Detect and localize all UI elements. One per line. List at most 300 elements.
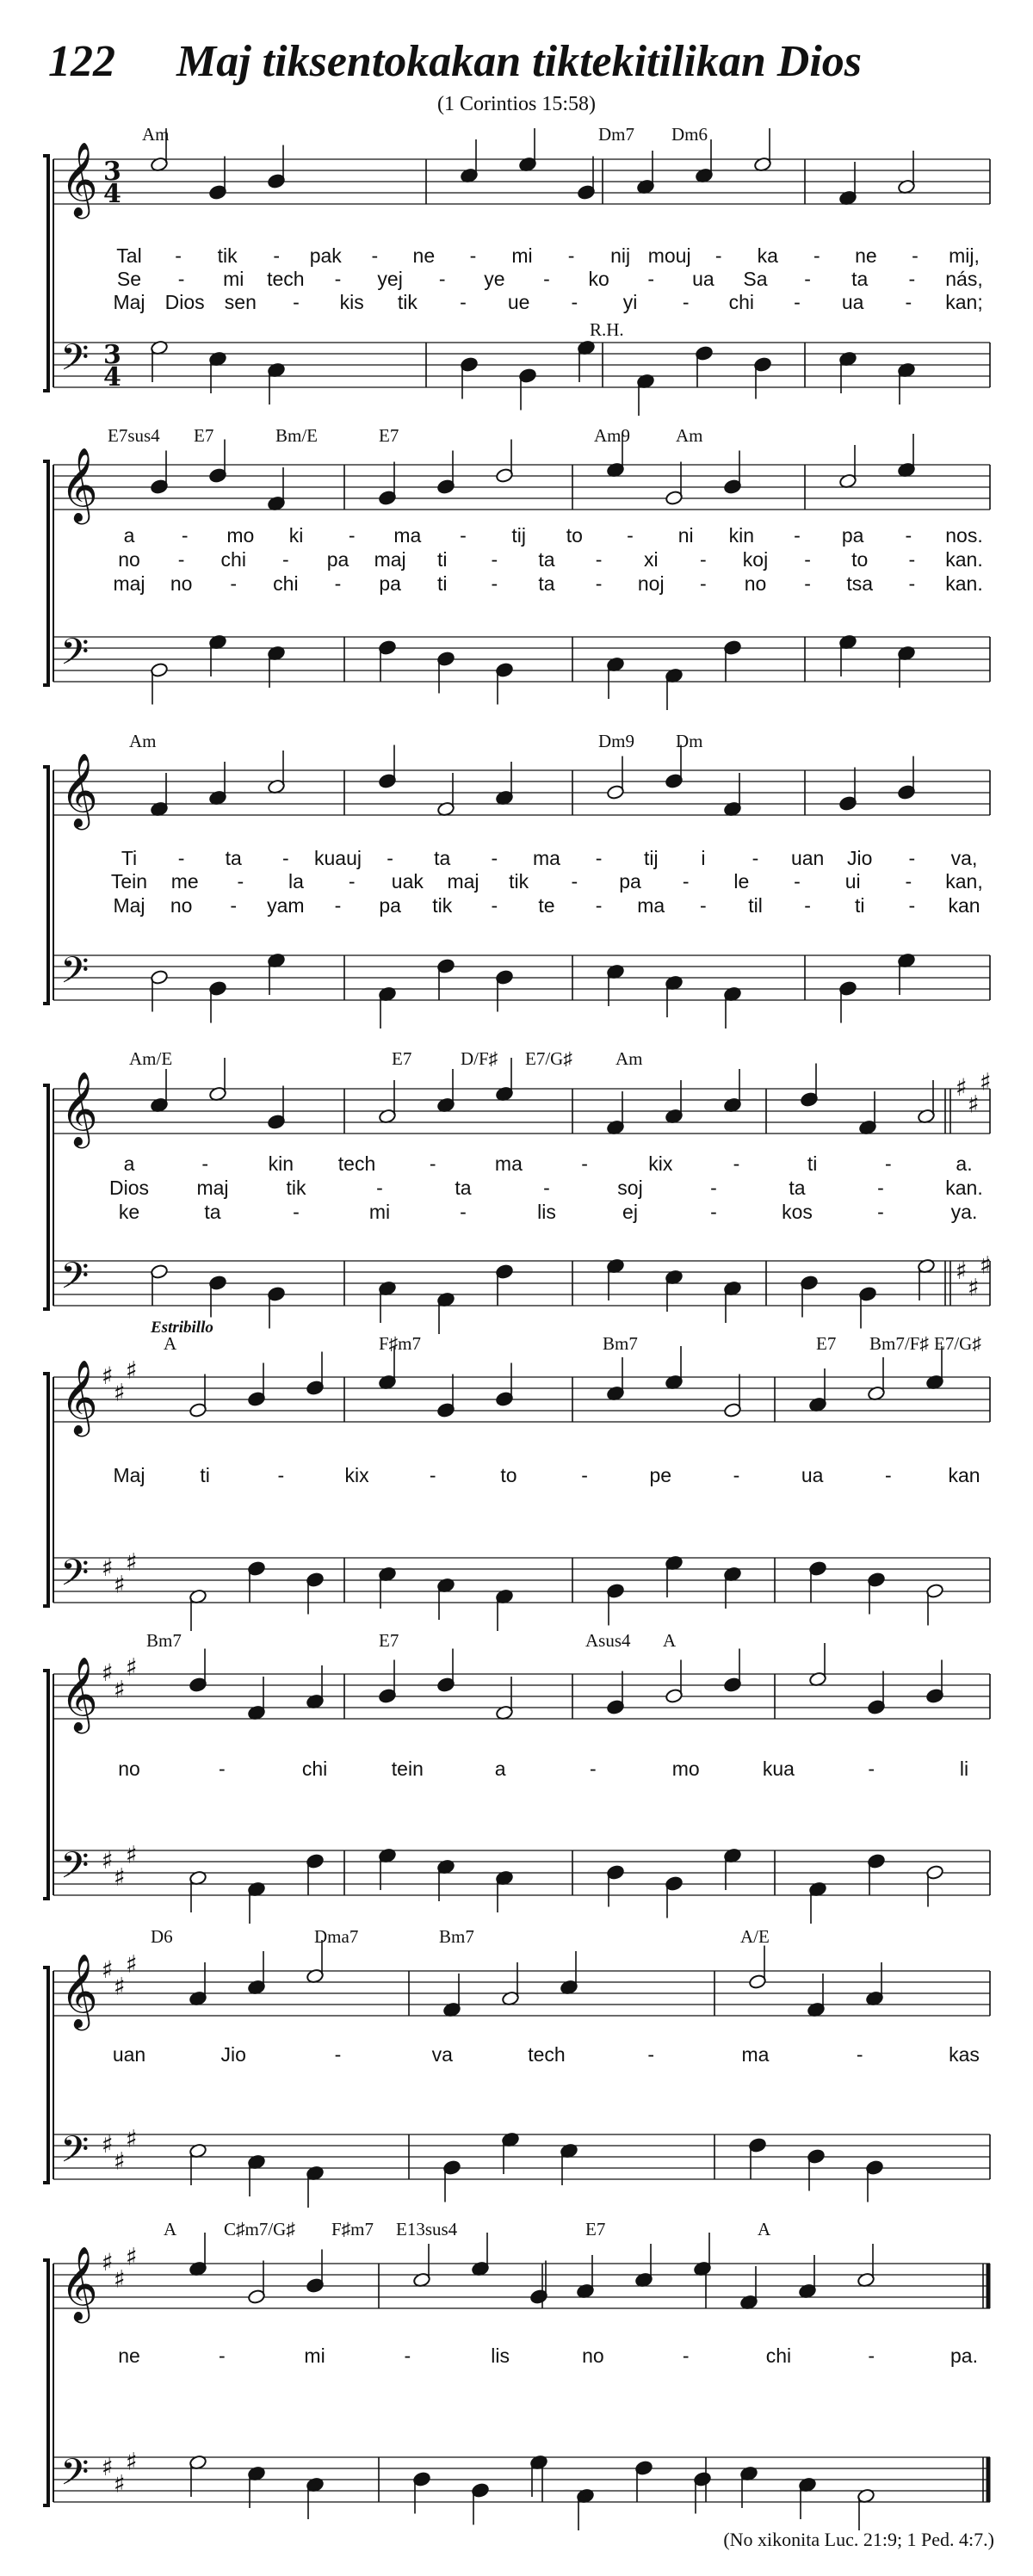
treble-clef-icon: 𝄞	[60, 1657, 98, 1731]
lyric-syllable: kua	[762, 1757, 795, 1780]
lyric-syllable: chi	[273, 572, 299, 595]
system-bracket	[43, 1968, 48, 2183]
lyric-hyphen: -	[813, 244, 820, 267]
chord-symbol: F♯m7	[379, 1333, 422, 1354]
lyric-syllable: kix	[648, 1152, 673, 1175]
lyric-syllable: ne	[118, 2344, 140, 2367]
lyric-syllable: kan	[948, 894, 980, 917]
key-sharp-icon: ♯	[126, 2447, 138, 2476]
lyric-syllable: chi	[728, 291, 755, 313]
lyric-hyphen: -	[700, 548, 707, 571]
lyric-hyphen: -	[404, 2344, 411, 2367]
lyric-syllable: ma	[393, 524, 422, 547]
lyric-syllable: li	[959, 1757, 969, 1780]
lyric-syllable: no	[170, 572, 193, 595]
lyric-syllable: maj	[374, 548, 406, 571]
lyric-syllable: tech	[337, 1152, 376, 1175]
lyric-hyphen: -	[177, 268, 185, 290]
lyric-syllable: tik	[509, 870, 529, 893]
lyric-hyphen: -	[543, 1177, 550, 1199]
chord-symbol: A	[164, 2219, 177, 2239]
lyric-syllable: Sa	[743, 268, 768, 290]
chord-symbol: A	[758, 2219, 771, 2239]
lyric-syllable: ta	[204, 1201, 221, 1223]
system-bracket	[43, 156, 48, 391]
lyric-syllable: Maj	[113, 291, 145, 313]
lyric-syllable: maj	[113, 572, 145, 595]
lyric-hyphen: -	[752, 847, 759, 869]
lyric-hyphen: -	[334, 268, 342, 290]
lyric-syllable: a	[123, 524, 135, 547]
lyric-syllable: no	[118, 1757, 140, 1780]
chord-symbol: Bm7	[603, 1333, 638, 1354]
lyric-syllable: pa.	[950, 2344, 978, 2367]
key-sharp-icon: ♯	[102, 1659, 114, 1687]
system-bracket	[43, 767, 48, 1004]
key-sharp-icon: ♯	[126, 1840, 138, 1869]
lyric-syllable: tik	[286, 1177, 306, 1199]
lyric-syllable: uan	[790, 847, 825, 869]
lyric-syllable: tein	[391, 1757, 424, 1780]
chord-symbol: E7sus4	[108, 425, 160, 446]
chord-symbol: Dma7	[314, 1926, 359, 1947]
key-sharp-icon: ♯	[102, 1554, 114, 1582]
lyric-hyphen: -	[804, 894, 811, 917]
lyric-hyphen: -	[181, 524, 189, 547]
lyric-hyphen: -	[293, 1201, 300, 1223]
chord-symbol: E7	[194, 425, 214, 446]
lyric-syllable: Se	[116, 268, 142, 290]
lyric-syllable: tik	[397, 291, 418, 313]
hymn-number: 122	[48, 37, 115, 86]
lyric-hyphen: -	[429, 1152, 436, 1175]
bass-clef-icon: 𝄢	[60, 949, 90, 1001]
chord-symbol: C♯m7/G♯	[224, 2219, 295, 2239]
lyric-syllable: ta	[434, 847, 451, 869]
bass-clef-icon: 𝄢	[60, 2128, 90, 2180]
key-change-sharp-icon: ♯	[980, 1251, 992, 1280]
lyric-syllable: Ti	[121, 847, 138, 869]
lyric-hyphen: -	[905, 870, 912, 893]
lyric-syllable: a	[494, 1757, 506, 1780]
lyric-syllable: ta	[851, 268, 869, 290]
key-change-sharp-icon: ♯	[968, 1090, 980, 1119]
chord-symbol: F♯m7	[331, 2219, 374, 2239]
lyric-hyphen: -	[429, 1464, 436, 1486]
lyric-hyphen: -	[905, 291, 912, 313]
lyric-syllable: kan.	[945, 572, 983, 595]
lyric-hyphen: -	[868, 1757, 875, 1780]
lyric-syllable: ni	[677, 524, 694, 547]
lyric-hyphen: -	[682, 291, 690, 313]
lyric-syllable: mi	[304, 2344, 325, 2367]
lyric-hyphen: -	[710, 1177, 717, 1199]
lyric-hyphen: -	[491, 548, 498, 571]
lyric-syllable: ma	[741, 2043, 770, 2066]
lyric-hyphen: -	[175, 244, 182, 267]
lyric-syllable: ti	[200, 1464, 210, 1486]
lyric-syllable: ne	[855, 244, 877, 267]
key-sharp-icon: ♯	[114, 1972, 126, 2001]
key-sharp-icon: ♯	[126, 1547, 138, 1577]
lyric-syllable: koj	[742, 548, 769, 571]
chord-symbol: E7	[379, 1630, 399, 1651]
lyric-hyphen: -	[491, 894, 498, 917]
key-sharp-icon: ♯	[114, 2469, 126, 2499]
lyric-hyphen: -	[908, 894, 916, 917]
lyric-syllable: i	[701, 847, 706, 869]
lyric-syllable: pe	[649, 1464, 672, 1486]
lyric-hyphen: -	[682, 870, 690, 893]
lyric-syllable: yam	[267, 894, 305, 917]
lyric-syllable: mi	[223, 268, 244, 290]
chord-symbol: Dm9	[598, 731, 634, 751]
chord-symbol: D6	[151, 1926, 173, 1947]
lyric-syllable: nos.	[945, 524, 983, 547]
lyric-hyphen: -	[177, 548, 185, 571]
chord-symbol: Am9	[594, 425, 630, 446]
lyric-syllable: uan	[112, 2043, 146, 2066]
lyric-syllable: te	[538, 894, 555, 917]
lyric-syllable: la	[288, 870, 304, 893]
lyric-hyphen: -	[884, 1464, 892, 1486]
lyric-syllable: mi	[368, 1201, 391, 1223]
section-label: Estribillo	[151, 1319, 213, 1337]
lyric-hyphen: -	[794, 524, 801, 547]
lyric-hyphen: -	[282, 548, 289, 571]
key-sharp-icon: ♯	[114, 2264, 126, 2294]
lyric-syllable: ma	[637, 894, 665, 917]
lyric-hyphen: -	[581, 1152, 588, 1175]
key-sharp-icon: ♯	[126, 2242, 138, 2271]
lyric-syllable: ke	[118, 1201, 140, 1223]
key-change-sharp-icon: ♯	[956, 1073, 968, 1102]
scripture-reference: (1 Corintios 15:58)	[437, 93, 596, 115]
lyric-syllable: lis	[491, 2344, 510, 2367]
lyric-hyphen: -	[230, 894, 238, 917]
lyric-hyphen: -	[460, 524, 467, 547]
lyric-hyphen: -	[218, 2344, 226, 2367]
lyric-syllable: ta	[455, 1177, 472, 1199]
lyric-hyphen: -	[571, 291, 578, 313]
key-sharp-icon: ♯	[126, 1652, 138, 1682]
lyric-syllable: kan	[948, 1464, 980, 1486]
chord-symbol: E7	[816, 1333, 837, 1354]
lyric-syllable: kix	[344, 1464, 369, 1486]
lyric-syllable: Tal	[116, 244, 142, 267]
lyric-syllable: nás,	[945, 268, 983, 290]
lyric-syllable: noj	[637, 572, 665, 595]
lyric-syllable: soj	[617, 1177, 643, 1199]
chord-symbol: Am	[676, 425, 703, 446]
lyric-hyphen: -	[868, 2344, 875, 2367]
lyric-syllable: ma	[494, 1152, 523, 1175]
system-bracket	[43, 2260, 48, 2505]
key-sharp-icon: ♯	[102, 2248, 114, 2276]
lyric-syllable: yi	[622, 291, 638, 313]
time-signature-numerator: 3	[103, 157, 121, 187]
lyric-syllable: ui	[844, 870, 861, 893]
lyric-hyphen: -	[273, 244, 281, 267]
lyric-syllable: va	[431, 2043, 453, 2066]
lyric-syllable: ma	[533, 847, 560, 869]
time-signature-denominator: 4	[103, 179, 121, 209]
lyric-syllable: Maj	[113, 894, 145, 917]
chord-symbol: Dm6	[671, 124, 708, 145]
lyric-syllable: a.	[956, 1152, 973, 1175]
lyric-syllable: kos	[782, 1201, 813, 1223]
lyric-hyphen: -	[595, 894, 603, 917]
lyric-hyphen: -	[710, 1201, 717, 1223]
lyric-syllable: til	[748, 894, 763, 917]
lyric-syllable: kan;	[945, 291, 983, 313]
lyric-hyphen: -	[877, 1201, 884, 1223]
lyric-hyphen: -	[647, 268, 655, 290]
chord-symbol: Bm7	[146, 1630, 182, 1651]
bass-clef-icon: 𝄢	[60, 1255, 90, 1307]
lyric-hyphen: -	[348, 524, 356, 547]
system-bracket	[43, 1085, 48, 1309]
lyric-syllable: maj	[196, 1177, 229, 1199]
lyric-syllable: kas	[949, 2043, 980, 2066]
key-sharp-icon: ♯	[102, 2453, 114, 2481]
chord-symbol: Bm7/F♯	[869, 1333, 929, 1354]
chord-symbol: E13sus4	[396, 2219, 458, 2239]
lyric-syllable: pa	[326, 548, 349, 571]
lyric-hyphen: -	[334, 894, 342, 917]
treble-clef-icon: 𝄞	[60, 1360, 98, 1434]
lyric-syllable: mi	[511, 244, 533, 267]
lyric-hyphen: -	[469, 244, 477, 267]
lyric-syllable: tij	[643, 847, 659, 869]
lyric-syllable: ko	[588, 268, 609, 290]
lyric-syllable: kan.	[945, 548, 983, 571]
lyric-syllable: va,	[950, 847, 978, 869]
lyric-hyphen: -	[912, 244, 919, 267]
lyric-syllable: ta	[789, 1177, 806, 1199]
chord-symbol: Dm7	[598, 124, 634, 145]
chord-symbol: E7/G♯	[934, 1333, 981, 1354]
bass-clef-icon: 𝄢	[60, 1552, 90, 1603]
lyric-syllable: pa	[379, 572, 401, 595]
lyric-syllable: mo	[226, 524, 255, 547]
lyric-hyphen: -	[376, 1177, 383, 1199]
lyric-hyphen: -	[856, 2043, 863, 2066]
lyric-hyphen: -	[581, 1464, 588, 1486]
lyric-hyphen: -	[460, 291, 467, 313]
chord-symbol: A	[663, 1630, 677, 1651]
bass-clef-icon: 𝄢	[60, 631, 90, 683]
key-change-sharp-icon: ♯	[956, 1257, 968, 1285]
hymn-title: Maj tiksentokakan tiktekitilikan Dios	[176, 37, 862, 86]
lyric-hyphen: -	[491, 847, 498, 869]
chord-symbol: E7	[392, 1048, 412, 1069]
lyric-syllable: ej	[622, 1201, 638, 1223]
lyric-hyphen: -	[230, 572, 238, 595]
lyric-syllable: ti	[855, 894, 865, 917]
lyric-syllable: ti	[437, 572, 448, 595]
lyric-syllable: kin	[268, 1152, 294, 1175]
key-sharp-icon: ♯	[114, 1675, 126, 1704]
bass-clef-icon: 𝄢	[60, 1844, 90, 1896]
lyric-syllable: mouj	[647, 244, 691, 267]
lyric-hyphen: -	[794, 870, 801, 893]
system-bracket	[43, 1671, 48, 1899]
lyric-hyphen: -	[282, 847, 289, 869]
lyric-syllable: ue	[507, 291, 530, 313]
lyric-syllable: Tein	[110, 870, 148, 893]
lyric-hyphen: -	[177, 847, 185, 869]
chord-symbol: Bm/E	[275, 425, 319, 446]
lyric-hyphen: -	[905, 524, 912, 547]
key-sharp-icon: ♯	[114, 1570, 126, 1599]
key-sharp-icon: ♯	[102, 2130, 114, 2159]
lyric-syllable: xi	[643, 548, 659, 571]
lyric-syllable: tech	[528, 2043, 566, 2066]
lyric-syllable: uak	[391, 870, 424, 893]
lyric-hyphen: -	[877, 1177, 884, 1199]
treble-clef-icon: 𝄞	[60, 1954, 98, 2028]
lyric-syllable: ta	[225, 847, 242, 869]
lyric-hyphen: -	[908, 268, 916, 290]
lyric-syllable: chi	[301, 1757, 328, 1780]
chord-symbol: E7/G♯	[525, 1048, 572, 1069]
chord-symbol: Bm7	[439, 1926, 474, 1947]
lyric-hyphen: -	[595, 548, 603, 571]
chord-symbol: Am	[615, 1048, 643, 1069]
lyric-syllable: no	[744, 572, 767, 595]
lyric-syllable: Jio	[847, 847, 873, 869]
lyric-hyphen: -	[567, 244, 575, 267]
lyric-hyphen: -	[571, 870, 578, 893]
key-sharp-icon: ♯	[114, 2147, 126, 2176]
lyric-syllable: tik	[432, 894, 453, 917]
lyric-syllable: ne	[412, 244, 436, 267]
lyric-hyphen: -	[293, 291, 300, 313]
lyric-hyphen: -	[647, 2043, 655, 2066]
lyric-syllable: ta	[538, 548, 555, 571]
lyric-syllable: chi	[220, 548, 246, 571]
lyric-syllable: ua	[841, 291, 864, 313]
lyric-syllable: sen	[224, 291, 257, 313]
key-sharp-icon: ♯	[102, 1846, 114, 1875]
chord-symbol: Am	[142, 124, 170, 145]
lyric-syllable: tij	[511, 524, 526, 547]
chord-symbol: E7	[379, 425, 399, 446]
treble-clef-icon: 𝄞	[60, 142, 98, 216]
lyric-hyphen: -	[627, 524, 634, 547]
lyric-hyphen: -	[794, 291, 801, 313]
lyric-syllable: no	[582, 2344, 604, 2367]
lyric-syllable: ua	[801, 1464, 824, 1486]
lyric-syllable: tsa	[846, 572, 874, 595]
lyric-hyphen: -	[733, 1152, 740, 1175]
lyric-hyphen: -	[590, 1757, 597, 1780]
lyric-syllable: maj	[447, 870, 479, 893]
time-signature-denominator: 4	[103, 362, 121, 392]
lyric-hyphen: -	[334, 2043, 342, 2066]
chord-symbol: A	[164, 1333, 177, 1354]
lyric-hyphen: -	[908, 847, 916, 869]
lyric-hyphen: -	[218, 1757, 226, 1780]
lyric-syllable: pa	[841, 524, 864, 547]
lyric-hyphen: -	[804, 268, 811, 290]
lyric-hyphen: -	[460, 1201, 467, 1223]
lyric-hyphen: -	[700, 572, 707, 595]
lyric-syllable: kis	[339, 291, 364, 313]
lyric-syllable: ye	[484, 268, 505, 290]
lyric-syllable: tech	[267, 268, 305, 290]
chord-symbol: Am	[129, 731, 157, 751]
lyric-syllable: to	[500, 1464, 517, 1486]
lyric-syllable: ki	[288, 524, 304, 547]
treble-clef-icon: 𝄞	[60, 448, 98, 522]
lyric-hyphen: -	[595, 847, 603, 869]
key-sharp-icon: ♯	[114, 1863, 126, 1892]
key-sharp-icon: ♯	[114, 1378, 126, 1407]
system-bracket	[43, 461, 48, 685]
key-sharp-icon: ♯	[102, 1955, 114, 1984]
footer-note: (No xikonita Luc. 21:9; 1 Ped. 4:7.)	[723, 2529, 994, 2550]
lyric-syllable: mo	[671, 1757, 700, 1780]
lyric-syllable: no	[118, 548, 140, 571]
lyric-syllable: ua	[692, 268, 714, 290]
lyric-hyphen: -	[491, 572, 498, 595]
lyric-syllable: pa	[379, 894, 401, 917]
treble-clef-icon: 𝄞	[60, 753, 98, 827]
lyric-hyphen: -	[387, 847, 393, 869]
lyric-syllable: pa	[619, 870, 641, 893]
lyric-hyphen: -	[682, 2344, 690, 2367]
chord-symbol: A/E	[740, 1926, 770, 1947]
lyric-hyphen: -	[201, 1152, 209, 1175]
bass-clef-icon: 𝄢	[60, 337, 90, 388]
lyric-hyphen: -	[277, 1464, 285, 1486]
lyric-hyphen: -	[438, 268, 446, 290]
lyric-hyphen: -	[371, 244, 379, 267]
lyric-hyphen: -	[908, 548, 916, 571]
time-signature-numerator: 3	[103, 340, 121, 370]
key-sharp-icon: ♯	[126, 2124, 138, 2153]
chord-symbol: Dm	[676, 731, 703, 751]
lyric-syllable: kin	[728, 524, 755, 547]
lyric-syllable: to	[851, 548, 869, 571]
lyric-syllable: tik	[217, 244, 238, 267]
chord-symbol: Am/E	[129, 1048, 173, 1069]
lyric-syllable: kuauj	[314, 847, 362, 869]
lyric-hyphen: -	[733, 1464, 740, 1486]
lyric-syllable: chi	[765, 2344, 792, 2367]
treble-clef-icon: 𝄞	[60, 1072, 98, 1146]
lyric-syllable: nij	[610, 244, 631, 267]
lyric-syllable: ti	[437, 548, 448, 571]
lyric-syllable: lis	[537, 1201, 556, 1223]
lyric-syllable: yej	[377, 268, 403, 290]
lyric-hyphen: -	[348, 870, 356, 893]
lyric-syllable: ya.	[950, 1201, 978, 1223]
lyric-syllable: le	[733, 870, 750, 893]
lyric-syllable: me	[170, 870, 199, 893]
lyric-syllable: kan.	[945, 1177, 983, 1199]
lyric-hyphen: -	[884, 1152, 892, 1175]
lyric-syllable: Jio	[220, 2043, 246, 2066]
lyric-hyphen: -	[714, 244, 722, 267]
key-sharp-icon: ♯	[126, 1356, 138, 1385]
lyric-hyphen: -	[543, 268, 550, 290]
key-change-sharp-icon: ♯	[980, 1067, 992, 1096]
right-hand-mark: R.H.	[590, 319, 624, 340]
lyric-syllable: to	[566, 524, 583, 547]
